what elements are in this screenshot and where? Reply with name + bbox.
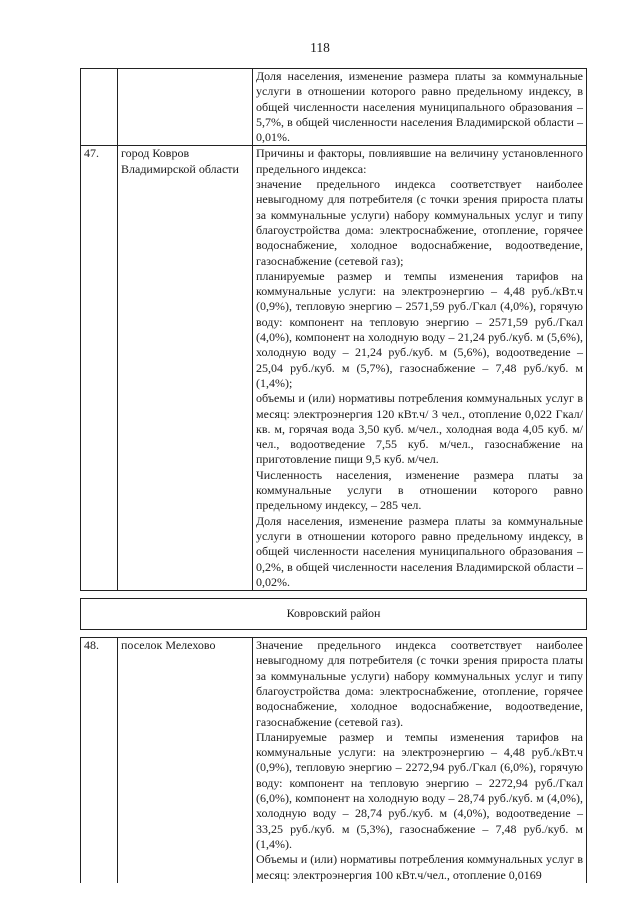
page-number: 118 xyxy=(310,40,330,55)
municipality-name: город Ковров Владимирской области xyxy=(118,146,253,591)
content-paragraph: Причины и факторы, повлиявшие на величину установленного предельного индекса: xyxy=(256,146,583,176)
table-row xyxy=(81,146,587,591)
content-paragraph: значение предельного индекса соответствует наиболее невыгодному для потребителя (с точки зрения прироста платы за коммунальные услуги) набору коммунальных услуг и типу благоустройства дома: электроснабжение, отопление, горячее водоснабжение, холодное водоснабжение, водоотведение, газоснабжение (сетевой газ); xyxy=(256,177,583,268)
section-row xyxy=(81,599,587,630)
spacer-cell xyxy=(81,591,587,599)
row-content xyxy=(253,146,587,591)
row-content xyxy=(253,69,587,146)
municipality-name: поселок Мелехово xyxy=(118,638,253,883)
section-title: Ковровский район xyxy=(81,599,587,630)
content-paragraph: Доля населения, изменение размера платы за коммунальные услуги в отношении которого равно предельному индексу, в общей численности населения муниципального образования – 5,7%, в общей численности населения Владимирской области – 0,01%. xyxy=(256,69,583,145)
content-paragraph: Доля населения, изменение размера платы за коммунальные услуги в отношении которого равно предельному индексу, в общей численности населения муниципального образования – 0,2%, в общей численности населения Владимирской области – 0,02%. xyxy=(256,513,583,589)
content-paragraph: планируемые размер и темпы изменения тарифов на коммунальные услуги: на электроэнергию – 4,48 руб./кВт.ч (0,9%), тепловую энергию – 2571,59 руб./Гкал (4,0%), горячую воду: компонент на тепловую энергию – 2571,59 руб./Гкал (4,0%), компонент на холодную воду – 21,24 руб./куб. м (5,6%), холодную воду – 21,24 руб./куб. м (5,6%), водоотведение – 25,04 руб./куб. м (5,7%), газоснабжение – 7,48 руб./куб. м (1,4%); xyxy=(256,268,583,390)
spacer-row xyxy=(81,630,587,638)
row-number: 47. xyxy=(81,146,118,591)
content-paragraph: Численность населения, изменение размера платы за коммунальные услуги в отношении которого равно предельному индексу, – 285 чел. xyxy=(256,467,583,513)
municipality-name xyxy=(118,69,253,146)
row-content xyxy=(253,638,587,883)
spacer-cell xyxy=(81,630,587,638)
row-number: 48. xyxy=(81,638,118,883)
spacer-row xyxy=(81,591,587,599)
table-row xyxy=(81,638,587,883)
content-paragraph: объемы и (или) нормативы потребления коммунальных услуг в месяц: электроэнергия 120 кВт.ч/ 3 чел., отопление 0,022 Гкал/кв. м, горячая вода 3,50 куб. м/чел., холодная вода 4,05 куб. м/чел., водоотведение 7,55 куб. м/чел., газоснабжение на приготовление пищи 9,5 куб. м/чел. xyxy=(256,391,583,467)
content-paragraph: Значение предельного индекса соответствует наиболее невыгодному для потребителя (с точки зрения прироста платы за коммунальные услуги) набору коммунальных услуг и типу благоустройства дома: электроснабжение, отопление, горячее водоснабжение, холодное водоснабжение, водоотведение, газоснабжение (сетевой газ). xyxy=(256,638,583,729)
index-table xyxy=(80,68,587,883)
table-row xyxy=(81,69,587,146)
row-number xyxy=(81,69,118,146)
content-paragraph: Объемы и (или) нормативы потребления коммунальных услуг в месяц: электроэнергия 100 кВт.ч/чел., отопление 0,0169 xyxy=(256,852,583,882)
content-paragraph: Планируемые размер и темпы изменения тарифов на коммунальные услуги: на электроэнергию – 4,48 руб./кВт.ч (0,9%), тепловую энергию – 2272,94 руб./Гкал (6,0%), горячую воду: компонент на тепловую энергию – 2272,94 руб./Гкал (6,0%), компонент на холодную воду – 28,74 руб./куб. м (4,0%), холодную воду – 28,74 руб./куб. м (4,0%), водоотведение – 33,25 руб./куб. м (5,3%), газоснабжение – 7,48 руб./куб. м (1,4%). xyxy=(256,729,583,851)
